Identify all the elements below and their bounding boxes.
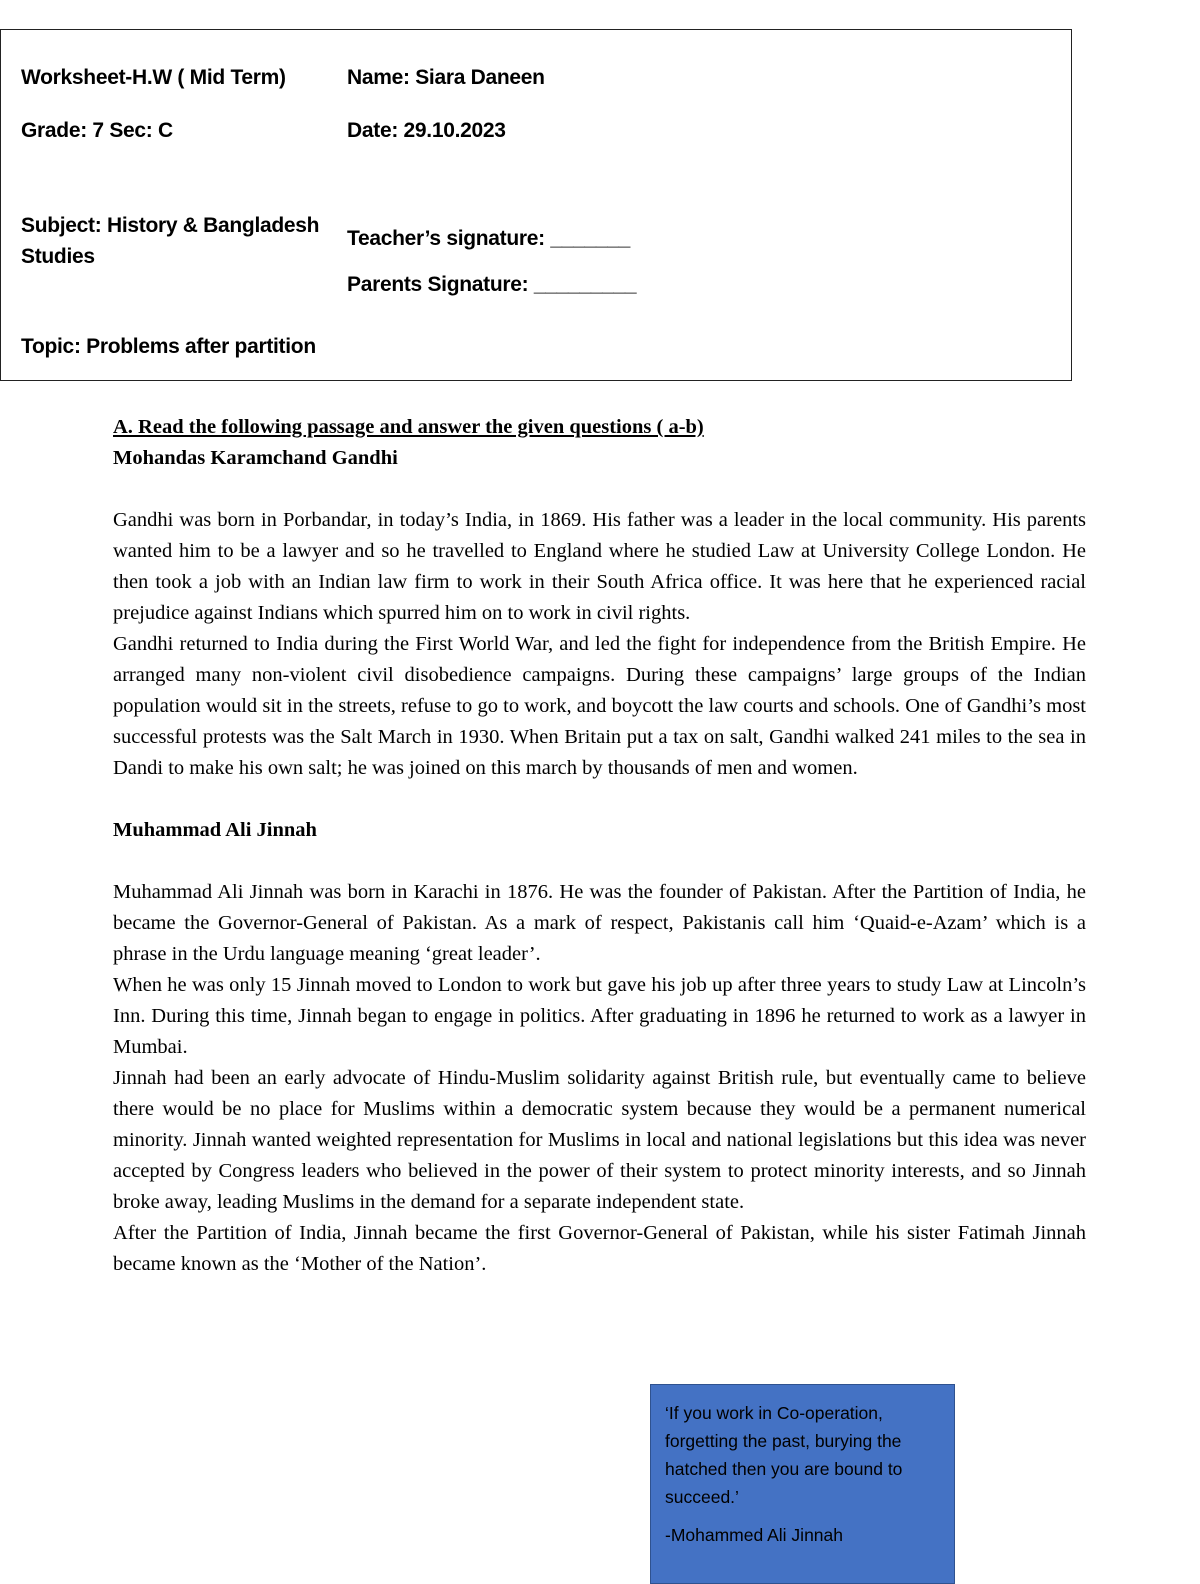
jinnah-paragraph: Muhammad Ali Jinnah was born in Karachi in 1876. He was the founder of Pakistan. After the Partition of India, he became the Governor-General of Pakistan. As a mark of respect, Pakistanis call him ‘Quaid-e-Azam’ which is a phrase in the Urdu language meaning ‘great leader’. xyxy=(113,881,1086,965)
date-field: Date: 29.10.2023 xyxy=(347,119,506,142)
topic-field: Topic: Problems after partition xyxy=(21,335,316,358)
gandhi-paragraph: Gandhi was born in Porbandar, in today’s India, in 1869. His father was a leader in the local community. His parents wanted him to be a lawyer and so he travelled to England where he studied Law at University College London. He then took a job with an Indian law firm to work in their South Africa office. It was here that he experienced racial prejudice against Indians which spurred him on to work in civil rights. xyxy=(113,509,1086,624)
teacher-signature: Teacher’s signature: _______ xyxy=(347,227,631,250)
worksheet-header xyxy=(0,29,1072,381)
jinnah-paragraph: When he was only 15 Jinnah moved to London to work but gave his job up after three years to study Law at Lincoln’s Inn. During this time, Jinnah began to engage in politics. After graduating in 1896 he returned to work as a lawyer in Mumbai. xyxy=(113,974,1086,1058)
jinnah-heading: Muhammad Ali Jinnah xyxy=(113,819,317,841)
jinnah-paragraph: After the Partition of India, Jinnah became the first Governor-General of Pakistan, while his sister Fatimah Jinnah became known as the ‘Mother of the Nation’. xyxy=(113,1222,1086,1275)
passage-content xyxy=(113,412,1086,1280)
section-a-heading: A. Read the following passage and answer the given questions ( a-b) xyxy=(113,416,704,438)
jinnah-paragraph: Jinnah had been an early advocate of Hindu-Muslim solidarity against British rule, but eventually came to believe there would be no place for Muslims within a democratic system because they would be a permanent numerical minority. Jinnah wanted weighted representation for Muslims in local and national legislations but this idea was never accepted by Congress leaders who believed in the power of their system to protect minority interests, and so Jinnah broke away, leading Muslims in the demand for a separate independent state. xyxy=(113,1067,1086,1213)
subject-field: Subject: History & Bangladesh Studies xyxy=(21,214,320,268)
quote-box xyxy=(650,1384,955,1584)
student-name: Name: Siara Daneen xyxy=(347,66,545,89)
quote-text: ‘If you work in Co-operation, forgetting the past, burying the hatched then you are bound to succeed.’ xyxy=(665,1403,903,1507)
worksheet-title: Worksheet-H.W ( Mid Term) xyxy=(21,66,286,89)
quote-author: -Mohammed Ali Jinnah xyxy=(665,1525,843,1545)
parents-signature: Parents Signature: _________ xyxy=(347,273,637,296)
gandhi-paragraph: Gandhi returned to India during the First World War, and led the fight for independence from the British Empire. He arranged many non-violent civil disobedience campaigns. During these campaigns’ large groups of the Indian population would sit in the streets, refuse to go to work, and boycott the law courts and schools. One of Gandhi’s most successful protests was the Salt March in 1930. When Britain put a tax on salt, Gandhi walked 241 miles to the sea in Dandi to make his own salt; he was joined on this march by thousands of men and women. xyxy=(113,633,1086,779)
gandhi-heading: Mohandas Karamchand Gandhi xyxy=(113,447,398,469)
grade-section: Grade: 7 Sec: C xyxy=(21,119,173,142)
